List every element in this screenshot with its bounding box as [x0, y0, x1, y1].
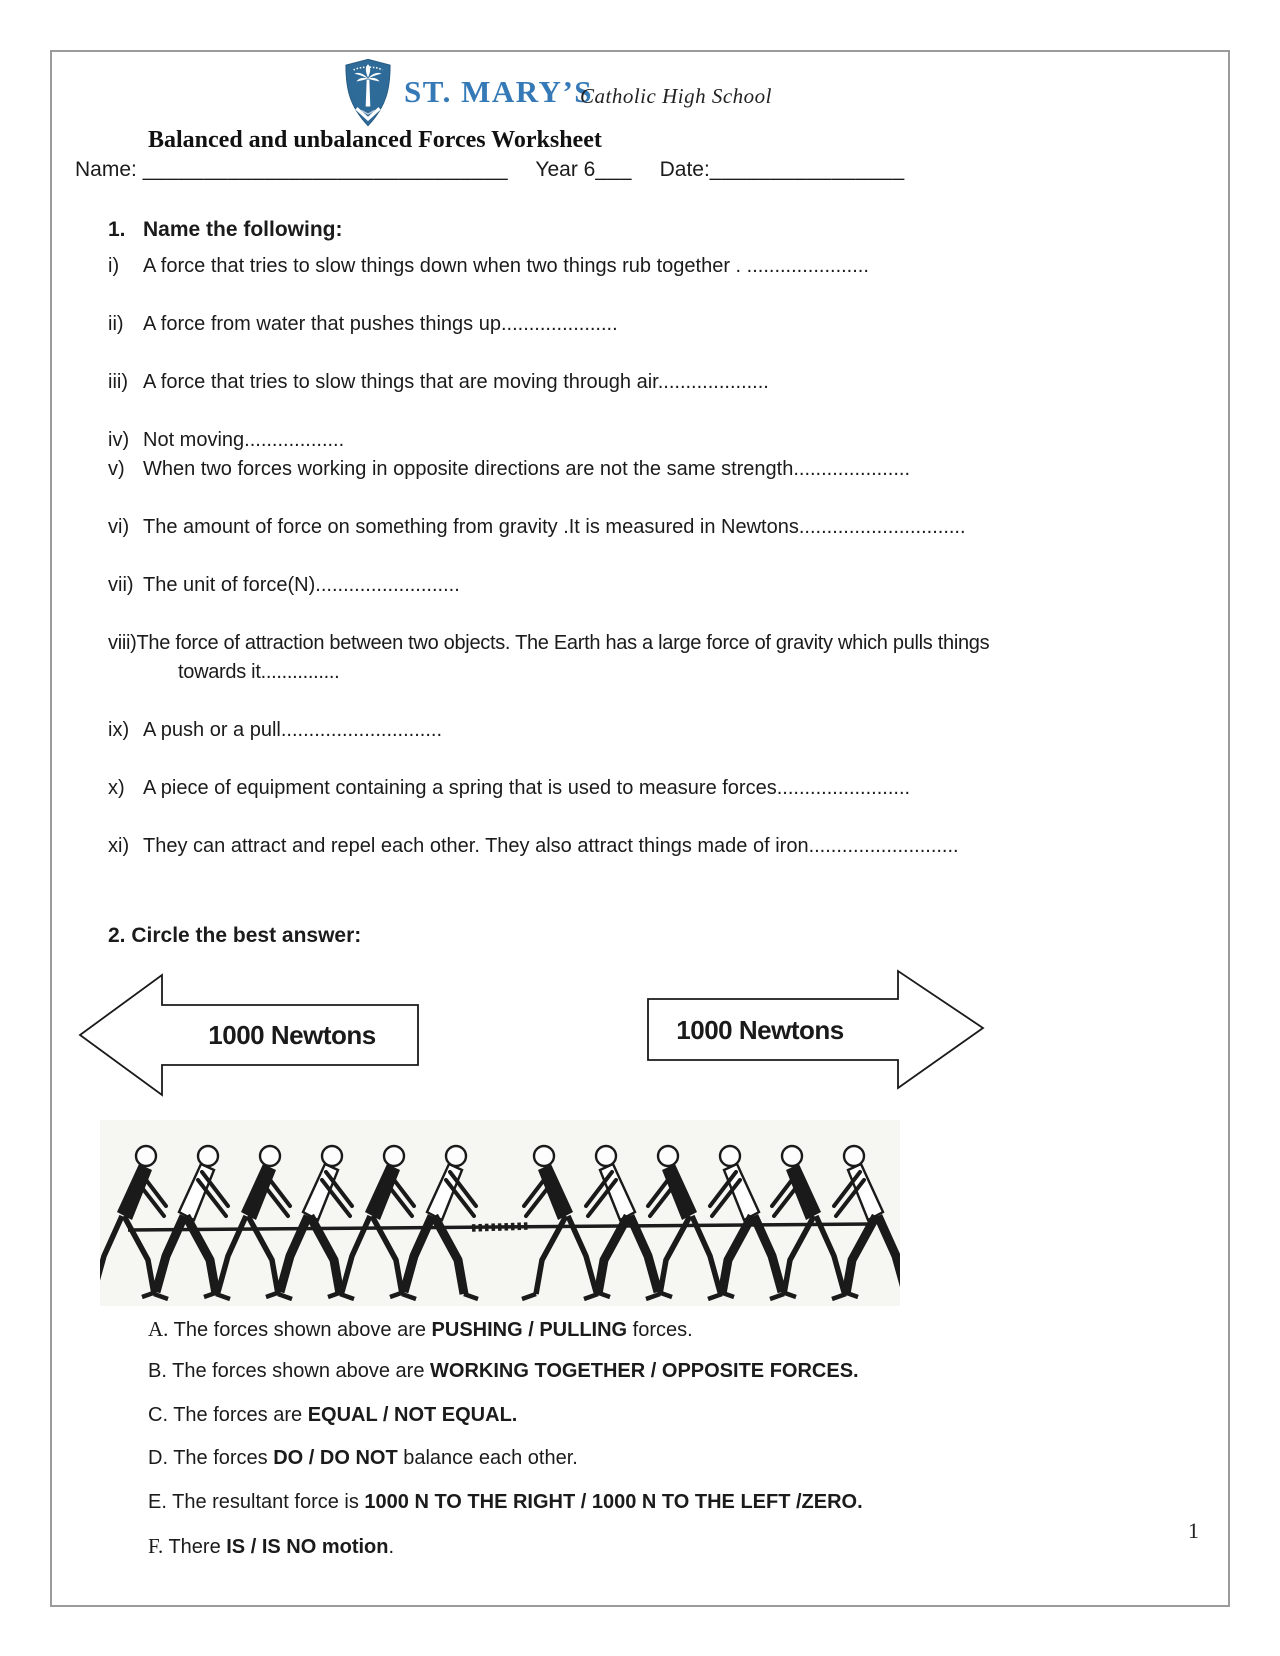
page-title: Balanced and unbalanced Forces Worksheet	[148, 127, 602, 153]
q1-item-ix: ix) A push or a pull.............................	[108, 719, 443, 741]
force-arrow-right	[648, 971, 983, 1088]
answer-a: A. The forces shown above are PUSHING / PULLING forces.	[148, 1317, 693, 1341]
answer-c: C. The forces are EQUAL / NOT EQUAL.	[148, 1404, 518, 1426]
tug-of-war-image	[100, 1120, 900, 1306]
answer-b: B. The forces shown above are WORKING TOGETHER / OPPOSITE FORCES.	[148, 1360, 859, 1382]
name-label: Name:	[75, 158, 137, 181]
answer-e: E. The resultant force is 1000 N TO THE RIGHT / 1000 N TO THE LEFT /ZERO.	[148, 1491, 863, 1513]
q1-item-v: v) When two forces working in opposite directions are not the same strength.....................	[108, 458, 911, 480]
left-arrow-label: 1000 Newtons	[208, 1020, 376, 1050]
question-1-heading: 1. Name the following:	[108, 218, 343, 241]
question-2-heading: 2. Circle the best answer:	[108, 924, 362, 947]
answer-d: D. The forces DO / DO NOT balance each other.	[148, 1447, 578, 1469]
q1-item-vi: vi) The amount of force on something from gravity .It is measured in Newtons..............................	[108, 516, 966, 538]
school-crest-logo	[344, 58, 392, 128]
year-label: Year 6	[535, 158, 596, 181]
force-arrows-diagram	[60, 960, 1000, 1105]
date-label: Date:	[659, 158, 710, 181]
q1-item-x: x) A piece of equipment containing a spring that is used to measure forces........................	[108, 777, 911, 799]
q1-item-vii: vii) The unit of force(N)..........................	[108, 574, 460, 596]
force-arrow-left	[80, 975, 418, 1095]
q1-item-ii: ii) A force from water that pushes things up.....................	[108, 313, 618, 335]
page-number: 1	[1188, 1518, 1199, 1543]
q1-item-viii: viii)The force of attraction between two objects. The Earth has a large force of gravity which pulls things towards it...............	[108, 632, 990, 683]
year-blank-line: ___	[595, 158, 632, 181]
name-blank-line: ______________________________	[142, 158, 509, 181]
q1-item-xi: xi) They can attract and repel each other. They also attract things made of iron...........................	[108, 835, 959, 857]
q1-item-iii: iii) A force that tries to slow things that are moving through air....................	[108, 371, 769, 393]
answer-f: F. There IS / IS NO motion.	[148, 1534, 395, 1558]
right-arrow-label: 1000 Newtons	[676, 1015, 844, 1045]
name-date-row	[75, 158, 905, 182]
school-name: ST. MARY’S	[404, 74, 594, 109]
q1-item-iv: iv) Not moving..................	[108, 429, 345, 451]
school-type: Catholic High School	[580, 84, 772, 108]
date-blank-line: ________________	[709, 158, 905, 181]
q1-item-i: i) A force that tries to slow things down when two things rub together . ......................	[108, 255, 869, 277]
